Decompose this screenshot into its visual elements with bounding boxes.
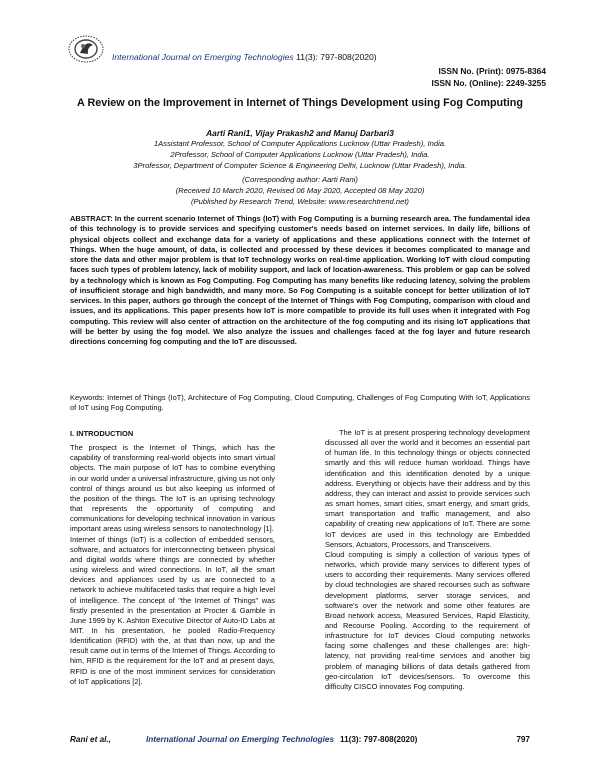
journal-logo [66,34,106,64]
section-heading: I. INTRODUCTION [70,429,134,438]
affiliation: 1Assistant Professor, School of Computer Applications Lucknow (Uttar Pradesh), India. [153,139,447,148]
paper-authors: Aarti Rani1, Vijay Prakash2 and Manuj Darbari3 [206,128,394,138]
issn-online: ISSN No. (Online): 2249-3255 [431,78,546,88]
footer-authors: Rani et al., [70,735,111,744]
right-column [325,428,530,692]
paragraph: Cloud computing is simply a collection of various types of networks, which provide many services to different types of users to according their requirements. Many services offered by cloud technologies are shared recourses such as software development platforms, server storage services, and software's over the network and some other features are Broad network access, Measured Services, Rapid Elasticity, and Recourse Pooling. According to the requirement of infrastructure for IoT devices Cloud computing networks facing some challenges and these challenges are: high-latency, not providing real-time services and another big problem of managing billions of data details gathered from geo-circulation IoT devices/sensors. To overcome this difficulty CISCO innovates Fog computing. [325,549,530,691]
paper-title: A Review on the Improvement in Internet of Things Development using Fog Computing [77,97,523,109]
publisher-line: (Published by Research Trend, Website: www.researchtrend.net) [191,197,409,206]
footer-journal: International Journal on Emerging Technologies [146,735,335,744]
footer-issue: 11(3): 797-808(2020) [340,735,418,744]
paragraph: The IoT is at present prospering technology development discussed all over the world and it becomes an essential part of human life. In this technology things or objects connected smartly and this will reduce human workload. Things have identification and this identification denoted by a unique address. Everything or objects have their address and by this address, they can interact and assist to provide services such as smart homes, smart cities, smart energy, and smart grids, smart transportation and traffic management, and also capability of creating new applications of IoT. There are some IoT devices are used in this technology are Embedded Sensors, Actuators, Processors, and Transceivers. [325,428,530,549]
affiliation: 3Professor, Department of Computer Science & Engineering Delhi, Lucknow (Uttar Pradesh), India. [133,161,467,170]
left-column [70,429,275,687]
received-dates: (Received 10 March 2020, Revised 06 May 2020, Accepted 08 May 2020) [175,186,425,195]
paragraph: Internet of things (IoT) is a collection of embedded sensors, software, and actuators for interconnecting between physical and digital worlds where things are connected by whether using wireless and wired connections. In IoT, all the smart devices and appliances used by us are connected to a network to achieve multifaceted tasks that require a high level of intelligence. The concept of "the Internet of Things" was firstly presented in the presentation at Procter & Gamble in June 1999 by K. Ashton Executive Director of Auto-ID Labs at MIT. In his presentation, he pooled Radio-Frequency Identification (RFID) with the, at that than now, up and the result came out in terms of the Internet of Things. According to him, RFID is the requirement for the IoT and at present days, RFID is one of the most imminent services for consideration of IoT applications [2]. [70,534,275,686]
issn-print: ISSN No. (Print): 0975-8364 [438,66,546,76]
affiliation: 2Professor, School of Computer Applications Lucknow (Uttar Pradesh), India. [170,150,430,159]
journal-issue: 11(3): 797-808(2020) [296,52,377,62]
abstract: ABSTRACT: In the current scenario Internet of Things (IoT) with Fog Computing is a burning research area. The fundamental idea of this technology is to provide services and specifying customer's needs based on internet services. In daily life, billions of physical objects collect and exchange data for a variety of applications and these applications connect with the Internet of Things. When the huge amount, of data, is collected and processed by these devices it becomes complicated to manage and store the data and other major problem is that IoT technology works on real-time application. Working IoT with cloud computing faces such types of problem latency, lack of mobility support, and lack of location-awareness. This problem or gap can be solved by a technology which is known as Fog Computing. Fog Computing has many benefits like reducing latency, solving the problem of insufficient storage and high bandwidth, and many more. So Fog Computing is a suitable concept for better utilization of IoT services. In this paper, authors go through the concept of the Internet of Things with Fog Computing, comparison with cloud and issues, and its applications. This paper presents how IoT is more compatible to provide its full uses when it integrated with Fog computing. This review will also center of attraction on the architecture of the fog computing and its rising IoT applications that will be better by using the fog model. We also analyze the issues and challenges faced at the fog layer and future research directions concerning fog computing and the IoT are discussed. [70,214,530,346]
journal-header [112,52,377,62]
page-number: 797 [516,735,530,744]
corresponding-author: (Corresponding author: Aarti Rani) [242,175,358,184]
journal-name: International Journal on Emerging Technologies [112,52,294,62]
paragraph: The prospect is the Internet of Things, which has the capability of transforming real-world objects into smart virtual objects. The main purpose of IoT has to combine everything in our world under a universal infrastructure, giving us not only control of things around us but also keeping us informed of the position of the things. The IoT is an uprising technology that represents the opportunity of computing and communications for developing technical innovation in various important areas using wireless sensors to nanotechnology [1]. [70,443,275,534]
keywords: Keywords: Internet of Things (IoT), Architecture of Fog Computing, Cloud Computing, Challenges of Fog Computing With IoT, Applications of IoT using Fog Computing. [70,393,530,413]
